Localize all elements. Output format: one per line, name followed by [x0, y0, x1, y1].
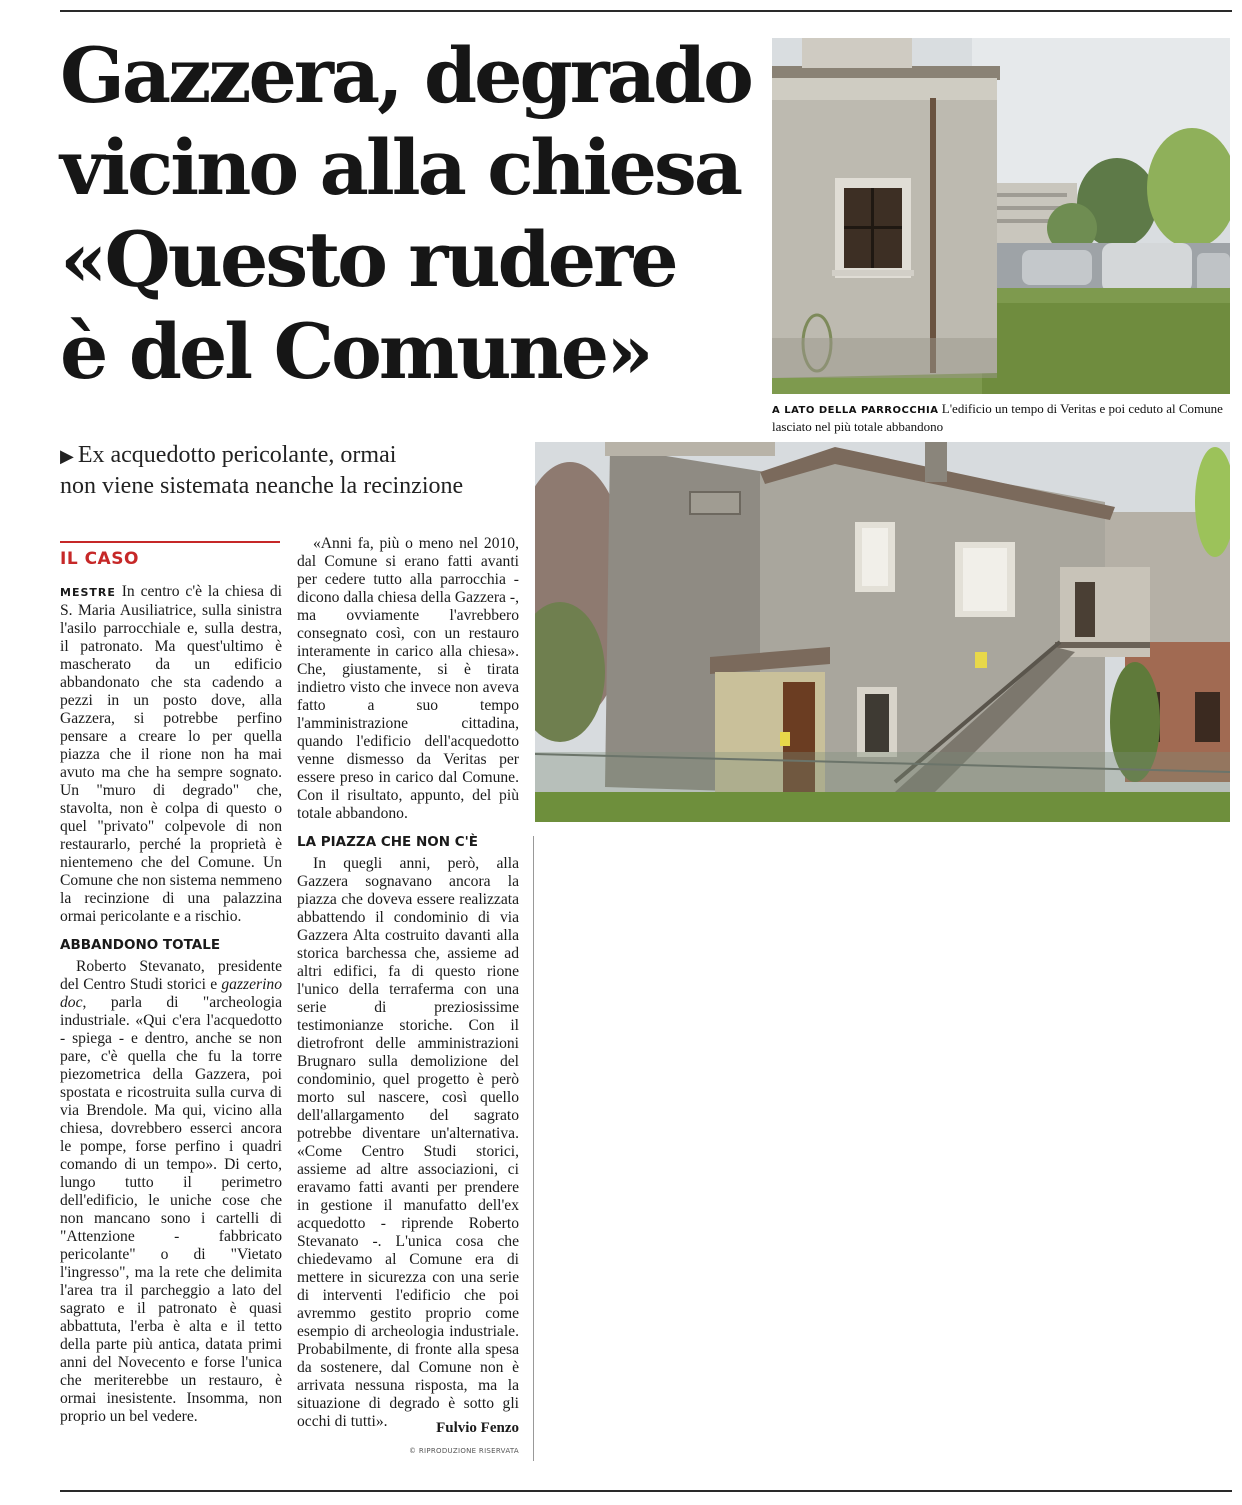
subheading-abbandono: ABBANDONO TOTALE	[60, 937, 221, 953]
photo-caption	[772, 401, 1230, 435]
headline	[60, 30, 760, 398]
deck-line-1: Ex acquedotto pericolante, ormai	[77, 442, 397, 468]
article-paragraph-1	[60, 583, 282, 926]
author-signature: Fulvio Fenzo	[436, 1420, 519, 1436]
article-paragraph-2b: , parla di "archeologia industriale. «Qui c'era l'acquedotto - spiega - e dentro, anche se non pare, c'è quella che fu la torre piezometrica della Gazzera, poi spostata e ricostruita sulla curva di via Brendole. Ma qui, vicino alla chiesa, dovrebbero esserci ancora le pompe, forse perfino i quadri comando di un tempo». Di certo, lungo tutto il perimetro dell'edificio, le uniche cose che non mancano sono i cartelli di "Attenzione - fabbricato pericolante" o di "Vietato l'ingresso", ma la rete che delimita l'area tra il parcheggio a lato del sagrato e il patronato è quasi abbattuta, l'erba è alta e il tetto della parte più antica, datata primi anni del Novecento e forse l'unica che meriterebbe un restauro, è ormai inesistente. Insomma, non proprio un bel vedere.	[60, 994, 282, 1425]
copyright-notice: © RIPRODUZIONE RISERVATA	[409, 1447, 519, 1455]
article-paragraph-2a: Roberto Stevanato, presidente del Centro Studi storici e	[60, 958, 282, 993]
caption-label: A LATO DELLA PARROCCHIA	[772, 405, 939, 416]
article-paragraph-1-text: In centro c'è la chiesa di S. Maria Ausiliatrice, sulla sinistra l'asilo parrocchiale e, sulla destra, il patronato. Ma quest'ultimo è mascherato da un edificio abbandonato che sta cadendo a pezzi in un posto dove, alla Gazzera, si potrebbe perfino pensare a creare lo per quella piazza che il rione non ha mai avuto ma che ha sempre sognato. Un "muro di degrado" che, stavolta, non è colpa di questo o quel "privato" colpevole di non restaurarlo, perché la proprietà è nientemeno che del Comune. Un Comune che non sistema nemmeno la recinzione di una palazzina ormai pericolante e a rischio.	[60, 583, 282, 925]
section-label: IL CASO	[60, 541, 280, 569]
article-paragraph-4: In quegli anni, però, alla Gazzera sognavano ancora la piazza che doveva essere realizzata abbattendo il condominio di via Gazzera Alta costruito davanti alla storica barchessa che, assieme ad altri edifici, fa di questo rione l'unico della terraferma con una serie di preziosissime testimonianze storiche. Con il dietrofront delle amministrazioni Brugnaro sulla demolizione del condominio, quel progetto è però morto sul nascere, così quello dell'allargamento del sagrato potrebbe diventare un'alternativa. «Come Centro Studi storici, assieme ad altre associazioni, ci eravamo fatti avanti per prendere in gestione il manufatto dell'ex acquedotto - riprende Roberto Stevanato -. L'unica cosa che chiedevamo al Comune era di mettere in sicurezza con una serie di interventi l'edificio che poi avremmo gestito proprio come esempio di archeologia industriale. Probabilmente, di fronte alla spesa da sostenere, dal Comune non è arrivata nessuna risposta, ma la situazione di degrado è sotto gli occhi di tutti».	[297, 855, 519, 1430]
photo-building-side	[772, 38, 1230, 394]
bottom-rule	[60, 1490, 1232, 1492]
deck-subtitle	[60, 440, 530, 501]
article-paragraph-3: «Anni fa, più o meno nel 2010, dal Comune si erano fatti avanti per cedere tutto alla parrocchia - dicono dalla chiesa della Gazzera -, ma ovviamente l'avrebbero consegnato così, con un restauro interamente in carico alla chiesa». Che, giustamente, si è tirata indietro visto che invece non aveva fatto a suo tempo l'amministrazione cittadina, quando l'edificio dell'acquedotto venne dismesso da Veritas per essere preso in carico dal Comune. Con il risultato, appunto, del più totale abbandono.	[297, 535, 519, 822]
headline-line-3: «Questo rudere	[60, 215, 676, 304]
subheading-piazza: LA PIAZZA CHE NON C'È	[297, 834, 479, 850]
dateline: MESTRE	[60, 586, 116, 599]
top-rule	[60, 10, 1232, 12]
headline-line-1: Gazzera, degrado	[60, 31, 751, 120]
triangle-bullet-icon: ▶	[60, 446, 74, 466]
article-paragraph-2-emphasis: gazzerino doc	[60, 976, 282, 1011]
article-column-2	[297, 535, 519, 1431]
photo-building-side-image	[772, 38, 1230, 394]
photo-abandoned-aqueduct	[535, 442, 1230, 822]
caption-text: L'edificio un tempo di Veritas e poi ceduto al Comune lasciato nel più totale abbandono	[772, 401, 1223, 434]
deck-line-2: non viene sistemata neanche la recinzione	[60, 473, 464, 499]
photo-abandoned-aqueduct-image	[535, 442, 1230, 822]
column-divider	[533, 836, 534, 1461]
headline-line-4: è del Comune»	[60, 307, 651, 396]
article-paragraph-2	[60, 958, 282, 1426]
headline-line-2: vicino alla chiesa	[60, 123, 741, 212]
article-column-1	[60, 583, 282, 1426]
